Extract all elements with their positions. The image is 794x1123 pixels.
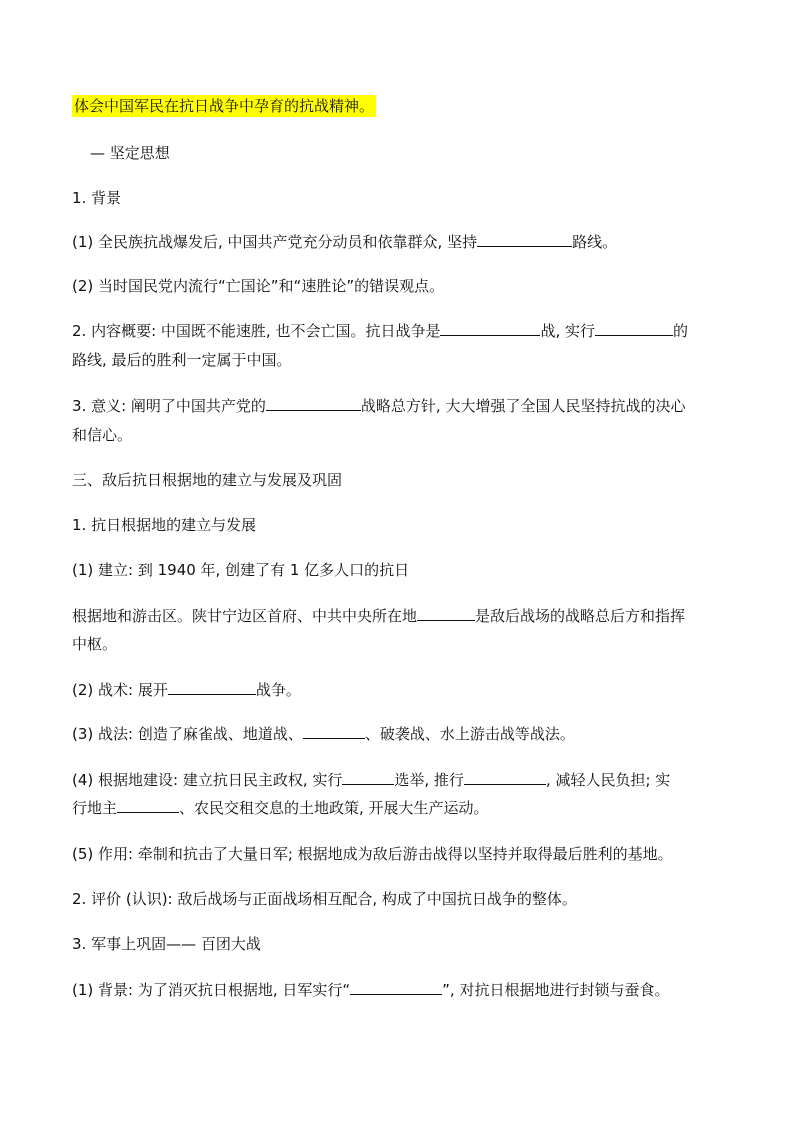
fill-blank[interactable]	[303, 724, 365, 739]
fill-blank[interactable]	[350, 980, 442, 995]
subsection-establish-title: 1. 抗日根据地的建立与发展	[72, 516, 257, 534]
base-building-end: , 减轻人民负担; 实	[545, 771, 671, 789]
evaluation-item: 2. 评价 (认识): 敌后战场与正面战场相互配合, 构成了中国抗日战争的整体。	[72, 890, 577, 908]
objective-highlight	[72, 96, 376, 116]
base-building-cont-end: 、农民交租交息的土地政策, 开展大生产运动。	[179, 799, 489, 817]
content-summary-end: 的	[673, 322, 689, 340]
base-building-cont	[72, 798, 489, 818]
fill-blank[interactable]	[464, 770, 546, 785]
warfare-text: (3) 战法: 创造了麻雀战、地道战、	[72, 725, 303, 743]
establish-item-cont	[72, 606, 685, 626]
military-background-text: (1) 背景: 为了消灭抗日根据地, 日军实行“	[72, 981, 351, 999]
fill-blank[interactable]	[117, 798, 179, 813]
fill-blank[interactable]	[266, 396, 361, 411]
tactics-text: (2) 战术: 展开	[72, 681, 168, 699]
background-item-2: (2) 当时国民党内流行“亡国论”和“速胜论”的错误观点。	[72, 277, 445, 295]
base-building-mid: 选举, 推行	[394, 771, 464, 789]
establish-item-end: 中枢。	[72, 635, 118, 653]
tactics-item	[72, 680, 301, 700]
content-summary	[72, 321, 688, 341]
establish-text-end: 是敌后战场的战略总后方和指挥	[475, 607, 686, 625]
meaning-line	[72, 396, 685, 416]
tactics-text-end: 战争。	[255, 681, 301, 699]
military-background	[72, 980, 669, 1000]
fill-blank[interactable]	[342, 770, 394, 785]
background-item-1	[72, 232, 617, 252]
fill-blank[interactable]	[595, 321, 673, 336]
content-summary-text: 2. 内容概要: 中国既不能速胜, 也不会亡国。抗日战争是	[72, 322, 441, 340]
fill-blank[interactable]	[417, 606, 475, 621]
military-heading: 3. 军事上巩固—— 百团大战	[72, 935, 261, 953]
fill-blank[interactable]	[168, 680, 256, 695]
content-summary-mid: 战, 实行	[540, 322, 595, 340]
base-building-item	[72, 770, 670, 790]
background-item-1-end: 路线。	[572, 233, 618, 251]
section-three-title: 三、敌后抗日根据地的建立与发展及巩固	[72, 471, 343, 489]
warfare-item	[72, 724, 575, 744]
military-background-end: ”, 对抗日根据地进行封锁与蚕食。	[442, 981, 670, 999]
highlight-text: 体会中国军民在抗日战争中孕育的抗战精神。	[74, 97, 375, 115]
fill-blank[interactable]	[440, 321, 540, 336]
base-building-text: (4) 根据地建设: 建立抗日民主政权, 实行	[72, 771, 343, 789]
meaning-line-cont: 和信心。	[72, 426, 133, 444]
fill-blank[interactable]	[477, 232, 572, 247]
meaning-text: 3. 意义: 阐明了中国共产党的	[72, 397, 266, 415]
meaning-text-end: 战略总方针, 大大增强了全国人民坚持抗战的决心	[360, 397, 686, 415]
content-summary-cont: 路线, 最后的胜利一定属于中国。	[72, 351, 292, 369]
background-item-1-text: (1) 全民族抗战爆发后, 中国共产党充分动员和依靠群众, 坚持	[72, 233, 478, 251]
establish-text: 根据地和游击区。陕甘宁边区首府、中共中央所在地	[72, 607, 418, 625]
section-two-title: — 坚定思想	[90, 144, 170, 162]
establish-item: (1) 建立: 到 1940 年, 创建了有 1 亿多人口的抗日	[72, 561, 410, 579]
base-building-cont-text: 行地主	[72, 799, 118, 817]
role-item: (5) 作用: 牵制和抗击了大量日军; 根据地成为敌后游击战得以坚持并取得最后胜利的基地。	[72, 845, 673, 863]
warfare-text-end: 、破袭战、水上游击战等战法。	[364, 725, 575, 743]
background-heading: 1. 背景	[72, 189, 122, 207]
